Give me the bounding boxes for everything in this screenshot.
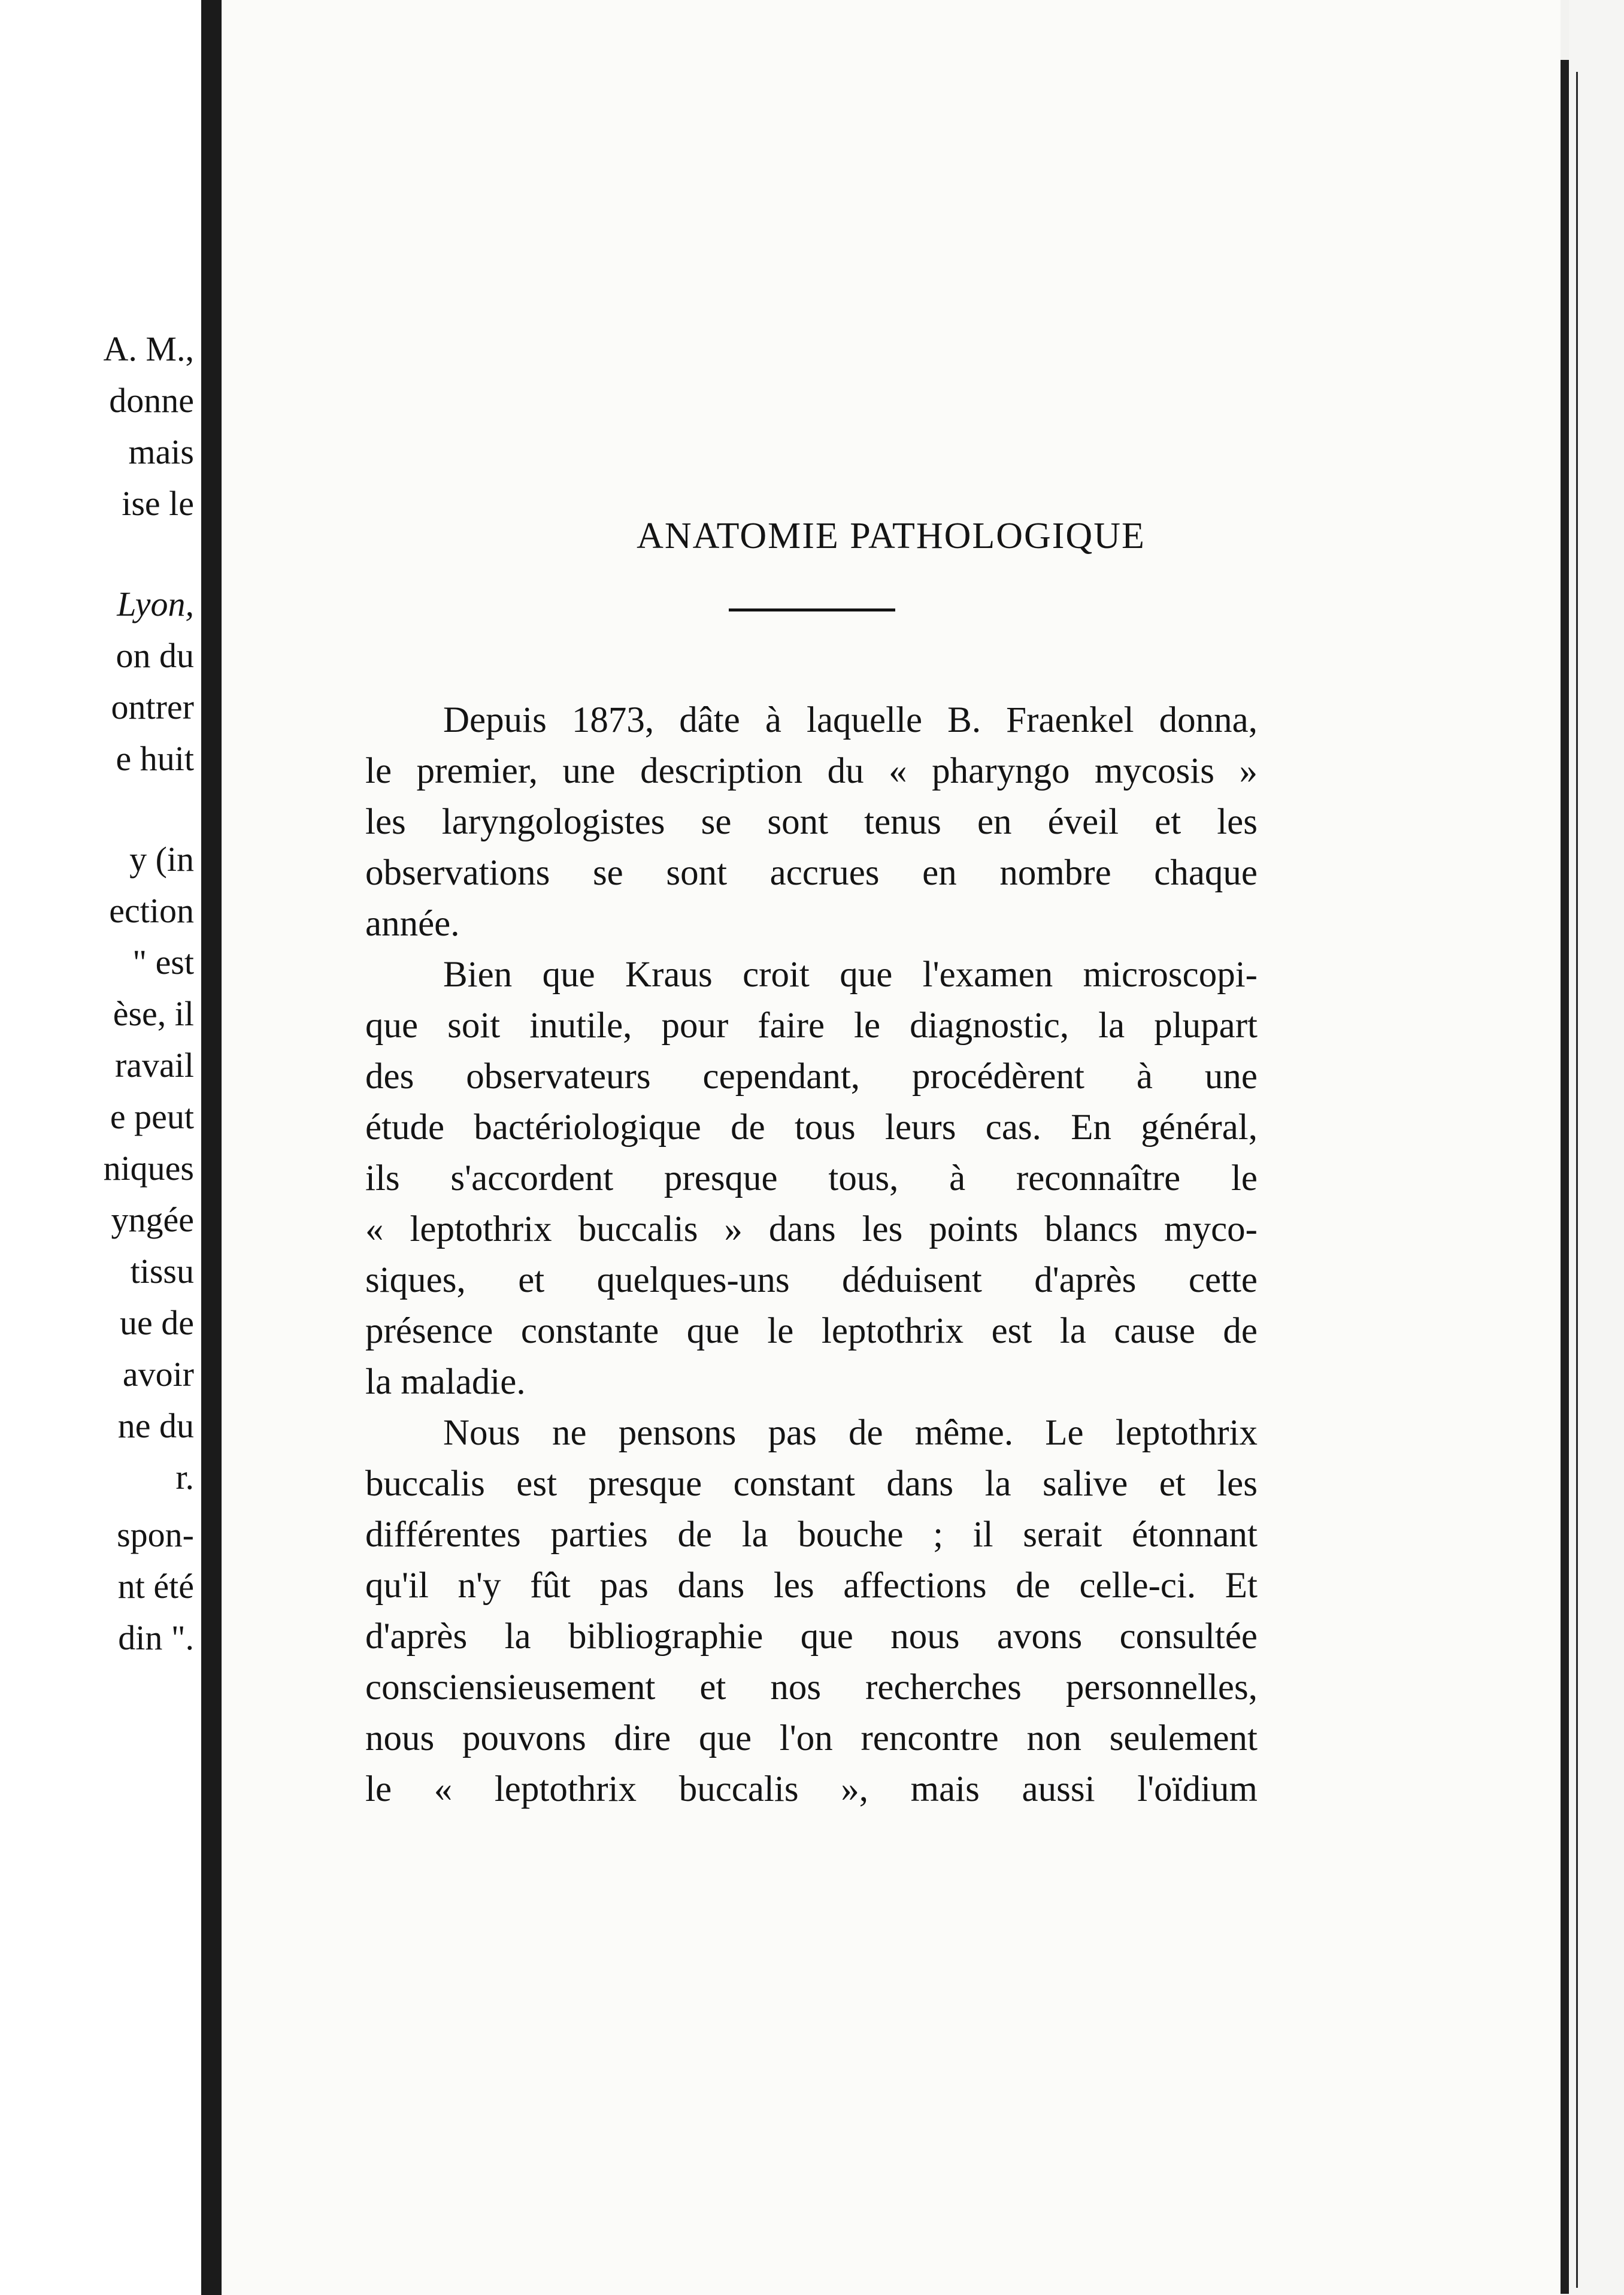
body-text bbox=[365, 695, 1258, 1815]
text-line: présence constante que le leptothrix est la cause de bbox=[365, 1311, 1258, 1351]
left-text-line: " est bbox=[132, 943, 194, 982]
left-text-line: èse, il bbox=[113, 994, 194, 1033]
text-line: qu'il n'y fût pas dans les affections de celle-ci. Et bbox=[365, 1566, 1258, 1606]
left-text-line: niques bbox=[103, 1149, 194, 1188]
text-line: observations se sont accrues en nombre chaque bbox=[365, 853, 1258, 893]
left-page-fragment bbox=[0, 0, 201, 2295]
text-line: « leptothrix buccalis » dans les points blancs myco- bbox=[365, 1209, 1258, 1249]
left-text-line: Lyon, bbox=[117, 585, 194, 623]
left-text-line: nt été bbox=[117, 1567, 194, 1606]
right-margin-shadow bbox=[1561, 60, 1569, 2294]
text-line: étude bactériologique de tous leurs cas. En général, bbox=[365, 1107, 1258, 1148]
text-line: différentes parties de la bouche ; il serait étonnant bbox=[365, 1515, 1258, 1555]
right-page bbox=[222, 0, 1561, 2295]
text-line: nous pouvons dire que l'on rencontre non seulement bbox=[365, 1718, 1258, 1758]
left-text-line: A. M., bbox=[103, 329, 194, 368]
left-text-line: e peut bbox=[110, 1097, 194, 1136]
text-line: la maladie. bbox=[365, 1362, 526, 1402]
left-text-line: on du bbox=[116, 636, 194, 675]
left-text-line: tissu bbox=[130, 1252, 194, 1291]
text-line: Nous ne pensons pas de même. Le leptothrix bbox=[443, 1413, 1258, 1453]
left-text-line: mais bbox=[128, 432, 194, 471]
text-line: buccalis est presque constant dans la salive et les bbox=[365, 1464, 1258, 1504]
left-text-line: ise le bbox=[122, 484, 194, 523]
title-divider bbox=[729, 608, 895, 611]
text-line: que soit inutile, pour faire le diagnostic, la plupart bbox=[365, 1006, 1258, 1046]
text-line: siques, et quelques-uns déduisent d'après cette bbox=[365, 1260, 1258, 1300]
right-edge-line bbox=[1576, 72, 1578, 2288]
left-text-line: ue de bbox=[120, 1303, 194, 1342]
left-text-line: spon- bbox=[117, 1515, 194, 1554]
text-line: des observateurs cependant, procédèrent à une bbox=[365, 1056, 1258, 1097]
left-text-line: din ". bbox=[118, 1618, 194, 1657]
chapter-title: ANATOMIE PATHOLOGIQUE bbox=[637, 516, 1146, 556]
left-text-line: yngée bbox=[111, 1200, 194, 1239]
left-text-line: ontrer bbox=[111, 688, 194, 726]
left-text-line: donne bbox=[109, 381, 194, 420]
page-gutter bbox=[201, 0, 222, 2295]
left-text-line: avoir bbox=[122, 1355, 194, 1394]
left-text-line: ne du bbox=[117, 1406, 194, 1445]
text-line: Bien que Kraus croit que l'examen microscopi- bbox=[443, 955, 1258, 995]
text-line: ils s'accordent presque tous, à reconnaître le bbox=[365, 1158, 1258, 1198]
text-line: Depuis 1873, dâte à laquelle B. Fraenkel donna, bbox=[443, 700, 1258, 740]
left-text-line: r. bbox=[175, 1458, 194, 1497]
text-line: consciensieusement et nos recherches personnelles, bbox=[365, 1667, 1258, 1707]
left-text-line: ection bbox=[109, 891, 194, 930]
left-text-line: e huit bbox=[116, 739, 194, 778]
left-text-line: y (in bbox=[129, 840, 194, 879]
text-line: le « leptothrix buccalis », mais aussi l'oïdium bbox=[365, 1769, 1258, 1809]
text-line: d'après la bibliographie que nous avons consultée bbox=[365, 1616, 1258, 1657]
text-line: les laryngologistes se sont tenus en éveil et les bbox=[365, 802, 1258, 842]
text-line: le premier, une description du « pharyngo mycosis » bbox=[365, 751, 1258, 791]
left-text-line: ravail bbox=[114, 1046, 194, 1085]
text-line: année. bbox=[365, 904, 460, 944]
